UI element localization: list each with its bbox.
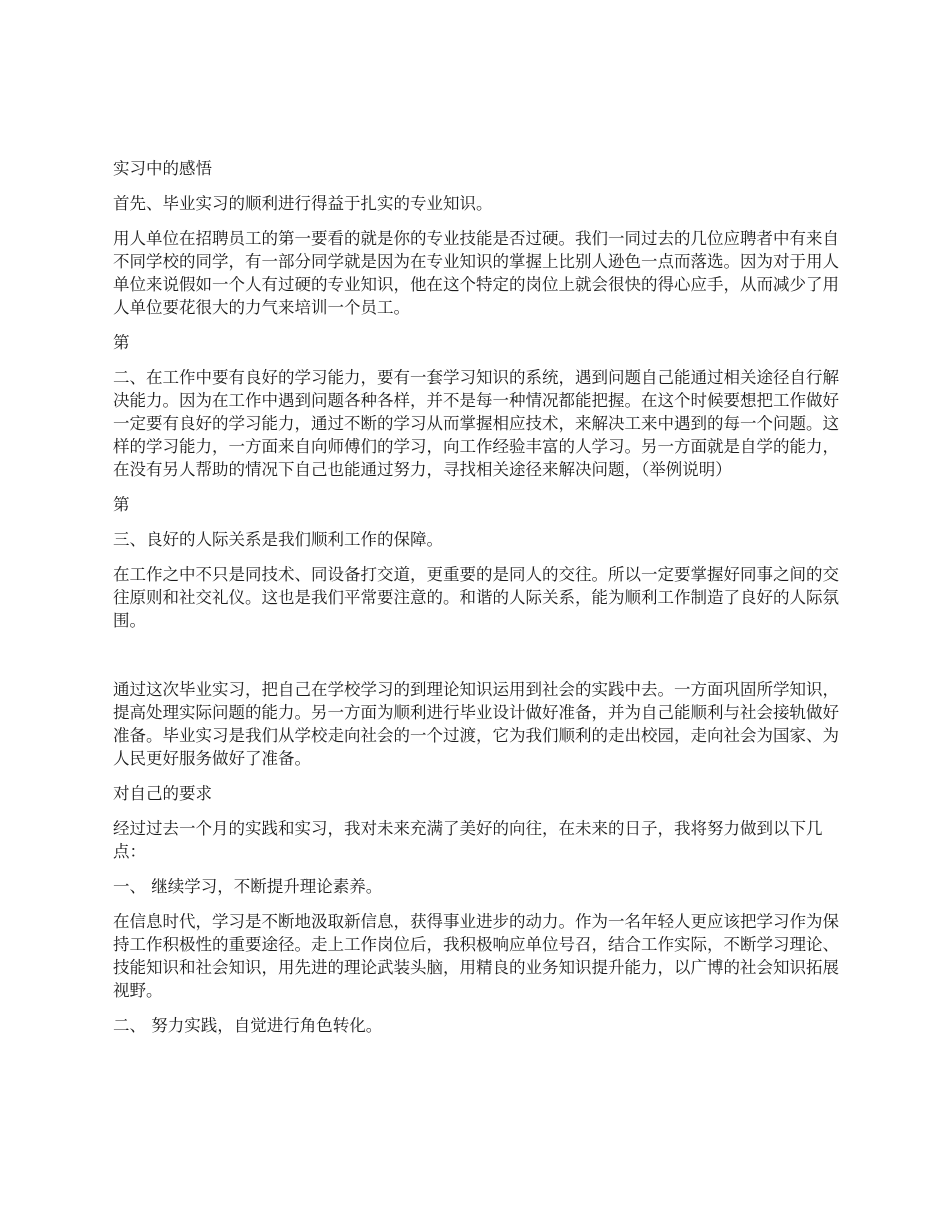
paragraph-learning-ability: 二、在工作中要有良好的学习能力，要有一套学习知识的系统，遇到问题自己能通过相关途径自行解决能力。因为在工作中遇到问题各种各样，并不是每一种情况都能把握。在这个时候要想把工作做好一定要有良好的学习能力，通过不断的学习从而掌握相应技术，来解决工来中遇到的每一个问题。这样的学习能力，一方面来自向师傅们的学习，向工作经验丰富的人学习。另一方面就是自学的能力，在没有另人帮助的情况下自己也能通过努力，寻找相关途径来解决问题，（举例说明） bbox=[113, 368, 839, 479]
paragraph-first-point: 首先、毕业实习的顺利进行得益于扎实的专业知识。 bbox=[113, 194, 493, 213]
paragraph-information-age: 在信息时代，学习是不断地汲取新信息，获得事业进步的动力。作为一名年轻人更应该把学习作为保持工作积极性的重要途径。走上工作岗位后，我积极响应单位号召，结合工作实际，不断学习理论、技能知识和社会知识，用先进的理论武装头脑，用精良的业务知识提升能力，以广博的社会知识拓展视野。 bbox=[113, 912, 839, 1000]
section-title: 实习中的感悟 bbox=[113, 159, 212, 178]
blank-spacer bbox=[113, 644, 840, 678]
list-item-continue-learning: 一、 继续学习，不断提升理论素养。 bbox=[113, 877, 383, 896]
paragraph-professional-knowledge: 用人单位在招聘员工的第一要看的就是你的专业技能是否过硬。我们一同过去的几位应聘者中有来自不同学校的同学，有一部分同学就是因为在专业知识的掌握上比别人逊色一点而落选。因为对于用人单位来说假如一个人有过硬的专业知识，他在这个特定的岗位上就会很快的得心应手，从而减少了用人单位要花很大的力气来培训一个员工。 bbox=[113, 229, 839, 317]
paragraph-marker: 第 bbox=[113, 495, 130, 514]
paragraph-summary: 通过这次毕业实习，把自己在学校学习的到理论知识运用到社会的实践中去。一方面巩固所学知识，提高处理实际问题的能力。另一方面为顺利进行毕业设计做好准备，并为自己能顺利与社会接轨做好准备。毕业实习是我们从学校走向社会的一个过渡，它为我们顺利的走出校园，走向社会为国家、为人民更好服务做好了准备。 bbox=[113, 680, 839, 768]
section-heading-requirements: 对自己的要求 bbox=[113, 784, 212, 803]
paragraph-interpersonal: 在工作之中不只是同技术、同设备打交道，更重要的是同人的交往。所以一定要掌握好同事之间的交往原则和社交礼仪。这也是我们平常要注意的。和谐的人际关系，能为顺利工作制造了良好的人际氛围。 bbox=[113, 565, 839, 630]
paragraph-future-outlook: 经过过去一个月的实践和实习，我对未来充满了美好的向往，在未来的日子，我将努力做到以下几点： bbox=[113, 819, 823, 861]
paragraph-marker: 第 bbox=[113, 333, 130, 352]
list-item-practice: 二、 努力实践，自觉进行角色转化。 bbox=[113, 1016, 383, 1035]
paragraph-third-point: 三、良好的人际关系是我们顺利工作的保障。 bbox=[113, 530, 443, 549]
